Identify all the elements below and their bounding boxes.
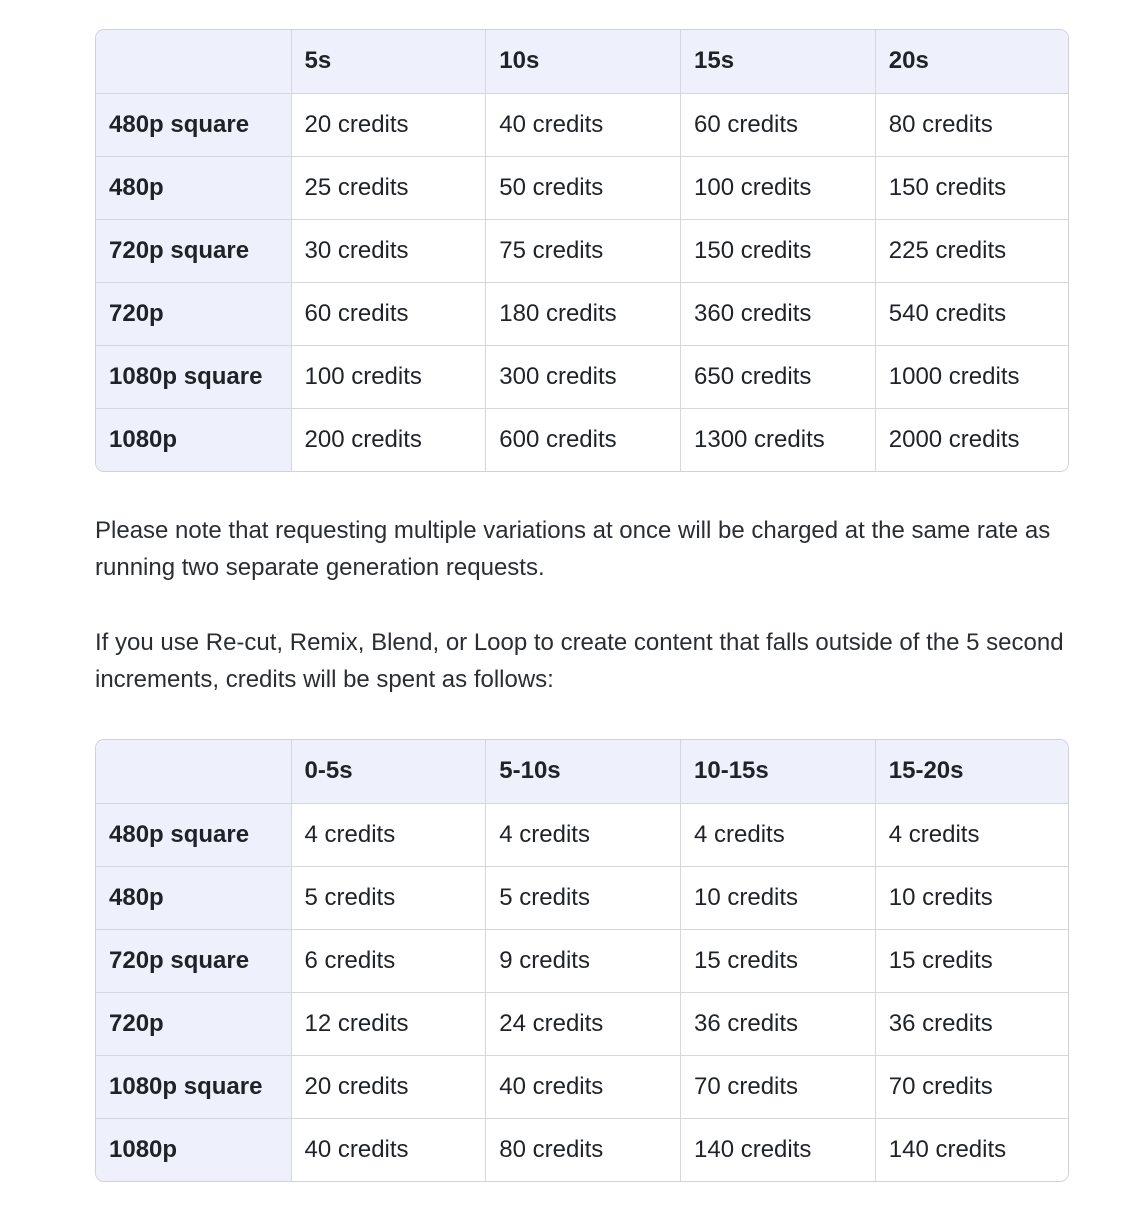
table-cell: 5 credits [486, 866, 681, 929]
table-row [96, 93, 1069, 156]
table-cell: 2000 credits [875, 408, 1069, 471]
row-label: 1080p square [96, 345, 291, 408]
header-cell-5-10s: 5-10s [486, 740, 681, 803]
table-cell: 40 credits [291, 1118, 486, 1181]
header-cell-corner [96, 30, 291, 93]
table-row [96, 929, 1069, 992]
header-cell-5s: 5s [291, 30, 486, 93]
table-row [96, 803, 1069, 866]
row-label: 1080p [96, 1118, 291, 1181]
table-cell: 200 credits [291, 408, 486, 471]
table-header-row [96, 30, 1069, 93]
table-cell: 9 credits [486, 929, 681, 992]
table-cell: 300 credits [486, 345, 681, 408]
document-content [95, 29, 1069, 1182]
variations-note: Please note that requesting multiple variations at once will be charged at the same rate as running two separate generation requests. [95, 517, 1051, 581]
table-cell: 20 credits [291, 1055, 486, 1118]
table-cell: 1000 credits [875, 345, 1069, 408]
table-cell: 4 credits [875, 803, 1069, 866]
table-row [96, 1055, 1069, 1118]
table-cell: 60 credits [681, 93, 876, 156]
table-cell: 25 credits [291, 156, 486, 219]
table-cell: 180 credits [486, 282, 681, 345]
row-label: 480p square [96, 803, 291, 866]
table-cell: 30 credits [291, 219, 486, 282]
table-cell: 100 credits [681, 156, 876, 219]
table-cell: 36 credits [875, 992, 1069, 1055]
table-cell: 36 credits [681, 992, 876, 1055]
header-cell-corner [96, 740, 291, 803]
table-row [96, 219, 1069, 282]
table-row [96, 992, 1069, 1055]
table-cell: 540 credits [875, 282, 1069, 345]
table-cell: 70 credits [681, 1055, 876, 1118]
header-cell-10s: 10s [486, 30, 681, 93]
table-cell: 50 credits [486, 156, 681, 219]
table-cell: 70 credits [875, 1055, 1069, 1118]
table-cell: 40 credits [486, 93, 681, 156]
table-row [96, 345, 1069, 408]
row-label: 720p [96, 992, 291, 1055]
table-cell: 4 credits [291, 803, 486, 866]
header-cell-0-5s: 0-5s [291, 740, 486, 803]
table-cell: 60 credits [291, 282, 486, 345]
table-row [96, 1118, 1069, 1181]
table-cell: 15 credits [681, 929, 876, 992]
table-cell: 225 credits [875, 219, 1069, 282]
header-cell-20s: 20s [875, 30, 1069, 93]
table-cell: 5 credits [291, 866, 486, 929]
table-cell: 140 credits [681, 1118, 876, 1181]
row-label: 480p [96, 156, 291, 219]
table-cell: 150 credits [681, 219, 876, 282]
table-row [96, 408, 1069, 471]
row-label: 1080p [96, 408, 291, 471]
table-cell: 80 credits [875, 93, 1069, 156]
credits-table-custom-length [95, 739, 1069, 1182]
row-label: 1080p square [96, 1055, 291, 1118]
table-cell: 12 credits [291, 992, 486, 1055]
header-cell-15-20s: 15-20s [875, 740, 1069, 803]
table-cell: 10 credits [875, 866, 1069, 929]
table-cell: 40 credits [486, 1055, 681, 1118]
table-cell: 75 credits [486, 219, 681, 282]
row-label: 720p square [96, 219, 291, 282]
table-cell: 1300 credits [681, 408, 876, 471]
table-header-row [96, 740, 1069, 803]
table-cell: 650 credits [681, 345, 876, 408]
table-cell: 150 credits [875, 156, 1069, 219]
table-cell: 600 credits [486, 408, 681, 471]
row-label: 720p [96, 282, 291, 345]
table-cell: 10 credits [681, 866, 876, 929]
table-cell: 20 credits [291, 93, 486, 156]
table-cell: 100 credits [291, 345, 486, 408]
row-label: 480p [96, 866, 291, 929]
header-cell-15s: 15s [681, 30, 876, 93]
table-cell: 4 credits [486, 803, 681, 866]
table-row [96, 282, 1069, 345]
table-cell: 4 credits [681, 803, 876, 866]
row-label: 720p square [96, 929, 291, 992]
row-label: 480p square [96, 93, 291, 156]
table-cell: 15 credits [875, 929, 1069, 992]
table-row [96, 866, 1069, 929]
credits-table-standard [95, 29, 1069, 472]
table-cell: 24 credits [486, 992, 681, 1055]
table-row [96, 156, 1069, 219]
header-cell-10-15s: 10-15s [681, 740, 876, 803]
table-cell: 140 credits [875, 1118, 1069, 1181]
recut-note: If you use Re-cut, Remix, Blend, or Loop to create content that falls outside of the 5 second increments, credits will be spent as follows: [95, 629, 1064, 693]
table-cell: 6 credits [291, 929, 486, 992]
table-cell: 80 credits [486, 1118, 681, 1181]
table-cell: 360 credits [681, 282, 876, 345]
